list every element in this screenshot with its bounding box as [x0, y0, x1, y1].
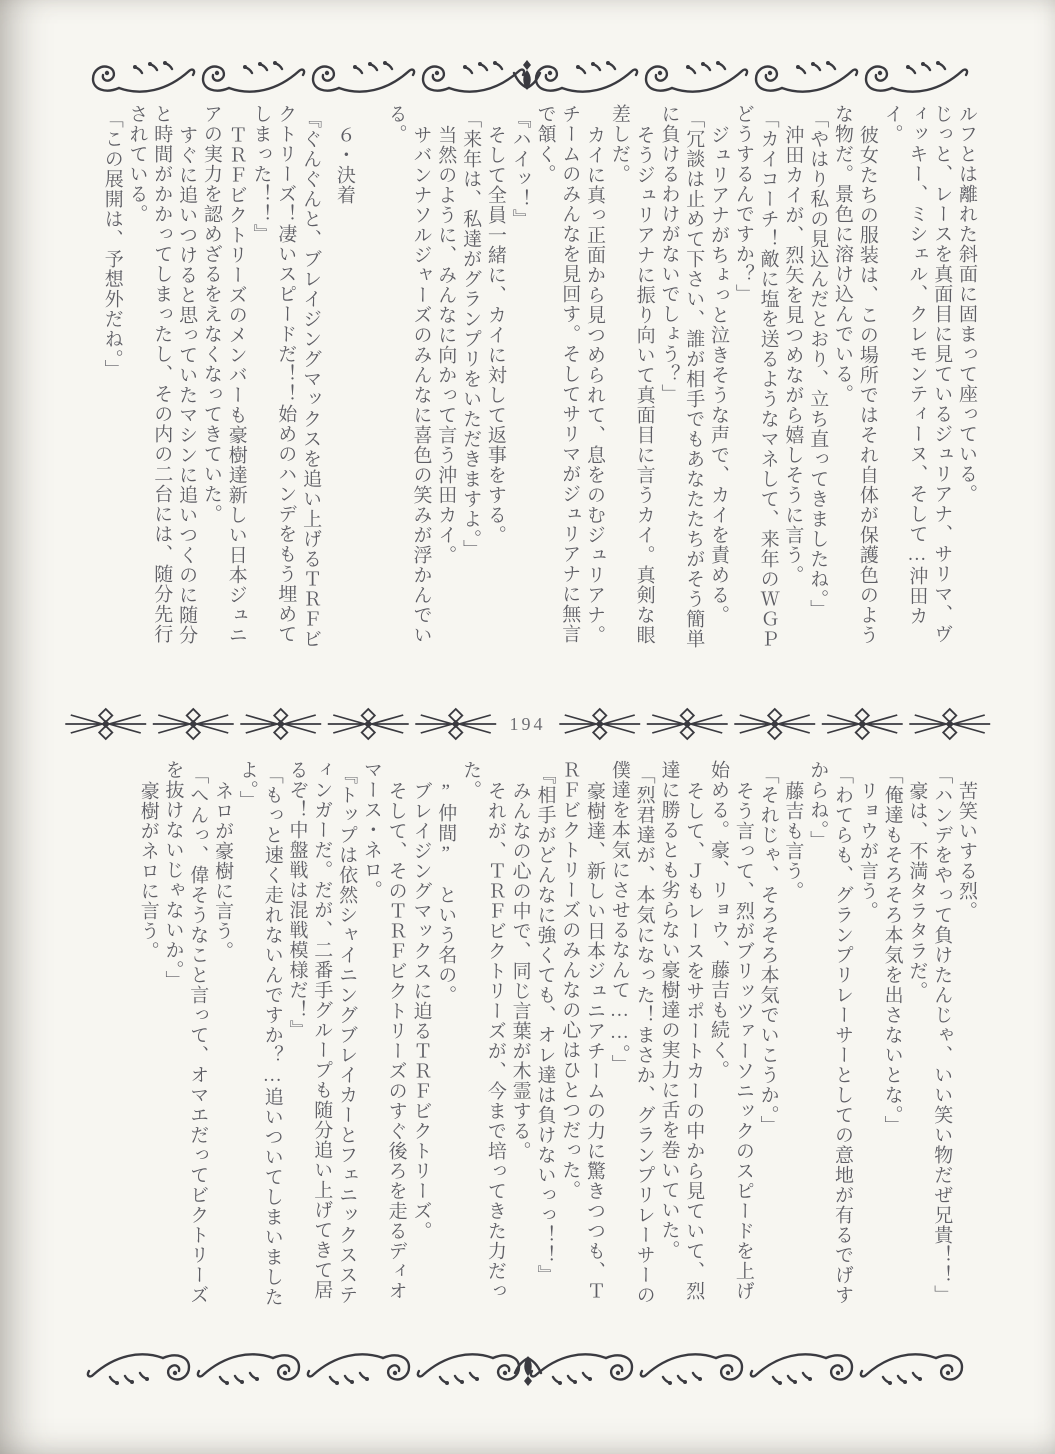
scroll-flourish-icon [85, 1344, 970, 1390]
paragraph: そして、そのＴＲＦビクトリーズのすぐ後ろを走るディオマース・ネロ。 [360, 760, 407, 1301]
paragraph: そして全員一緒に、カイに対して返事をする。 [484, 125, 506, 545]
paragraph: 「ハンデをやって負けたんじゃ、いい笑い物だぜ兄貴！！」 [931, 765, 953, 1305]
divider-ornament-right [556, 705, 994, 743]
paragraph: 「俺達もそろそろ本気を出さないとな。」 [881, 765, 903, 1136]
paragraph: 彼女たちの服装は、この場所ではそれ自体が保護色のような物だ。景色に溶け込んでいる。 [832, 104, 878, 645]
paragraph: 「それじゃ、そろそろ本気でいこうか。」 [757, 765, 779, 1136]
paragraph: ”仲間” という名の。 [435, 781, 457, 1005]
paragraph: 藤吉も言う。 [782, 781, 804, 901]
paragraph: 「冗談は止めて下さい、誰が相手でもあなたたちがそう簡単に負けるわけがないでしょう？」 [658, 104, 705, 649]
paragraph: 「やはり私の見込んだとおり、立ち直ってきましたね。」 [807, 109, 829, 620]
diamond-chain-icon [556, 705, 994, 743]
paragraph: 『ぐんぐんと、ブレイジングマックスを追い上げるＴＲＦビクトリーズ！凄いスピードだ！！始めのハンデをもう埋めてしまった！！』 [250, 104, 322, 649]
middle-divider [62, 701, 993, 747]
paragraph: ブレイジングマックスに迫るＴＲＦビクトリーズ。 [410, 781, 432, 1241]
divider-ornament-left [62, 705, 500, 743]
paragraph: じっと、レースを真面目に見ているジュリアナ、サリマ、ヴィッキー、ミシェル、クレモンティーヌ、そして…沖田カイ。 [881, 104, 953, 644]
paragraph: 『トップは依然シャイニングブレイカーとフェニックススティンガーだ。だが、二番手グループも随分追い上げてきて居るぞ！中盤戦は混戦模様だ！』 [286, 760, 358, 1305]
upper-text-block [72, 104, 978, 652]
paragraph: サバンナソルジャーズのみんなに喜色の笑みが浮かんでいる。 [385, 104, 432, 645]
paragraph: 『ハイッ！』 [509, 109, 531, 229]
paragraph: そう言って、烈がブリッツァーソニックのスピードを上げ始める。豪、リョウ、藤吉も続く。 [708, 760, 754, 1301]
paragraph: 当然のように、みんなに向かって言う沖田カイ。 [435, 125, 457, 565]
paragraph: カイに真っ正面から見つめられて、息をのむジュリアナ。チームのみんなを見回す。そしてサリマがジュリアナに無言で頷く。 [534, 104, 606, 645]
paragraph: すぐに追いつけると思っていたマシンに追いつくのに随分と時間がかかってしまったし、その内の二台には、随分先行されている。 [126, 104, 198, 645]
paragraph: 「へんっ、偉そうなこと言って、オマエだってビクトリーズを抜けないじゃないか。」 [162, 760, 209, 1305]
paragraph: そうジュリアナに振り向いて真面目に言うカイ。真剣な眼差しだ。 [608, 104, 655, 645]
page-number: 194 [509, 713, 546, 734]
paragraph: 「来年は、私達がグランプリをいただきますよ。」 [460, 109, 482, 560]
paragraph: リョウが言う。 [856, 781, 878, 921]
paragraph: 「カイコーチ！敵に塩を送るようなマネして、来年のＷＧＰどうするんですか？」 [732, 104, 779, 649]
paragraph: 沖田カイが、烈矢を見つめながら嬉しそうに言う。 [782, 125, 804, 585]
bottom-border-ornament [85, 1344, 970, 1390]
paragraph: 「この展開は、予想外だね。」 [101, 109, 123, 380]
paragraph: そして、Ｊもレースをサポートカーの中から見ていて、烈達に勝るとも劣らない豪樹達の実力に舌を巻いていた。 [658, 760, 705, 1301]
paragraph: 「わてらも、グランプリレーサーとしての意地が有るでげすからね。」 [807, 760, 854, 1305]
paragraph: ルフとは離れた斜面に固まって座っている。 [956, 104, 977, 504]
paragraph: みんなの心の中で、同じ言葉が木霊する。 [509, 781, 531, 1161]
paragraph: 苦笑いする烈。 [956, 781, 977, 921]
paragraph: 『相手がどんなに強くても、オレ達は負けないっっ！！』 [534, 765, 556, 1285]
paragraph: それが、ＴＲＦビクトリーズが、今まで培ってきた力だった。 [460, 760, 506, 1301]
paragraph: ジュリアナがちょっと泣きそうな声で、カイを責める。 [708, 125, 730, 625]
diamond-chain-icon [62, 705, 500, 743]
paragraph: ＴＲＦビクトリーズのメンバーも豪樹達新しい日本ジュニアの実力を認めざるをえなくなってきていた。 [200, 104, 247, 645]
scroll-flourish-icon [85, 56, 970, 102]
paragraph: ６・決着 [333, 125, 355, 205]
paragraph: 豪は、不満タラタラだ。 [906, 781, 928, 1001]
paragraph: 豪樹達、新しい日本ジュニアチームの力に驚きつつも、ＴＲＦビクトリーズのみんなの心はひとつだった。 [559, 760, 606, 1301]
top-border-ornament [85, 56, 970, 102]
paragraph: 「烈君達が、本気になった！まさか、グランプリレーサーの僕達を本気にさせるなんて……。」 [608, 760, 655, 1305]
paragraph: ネロが豪樹に言う。 [212, 781, 234, 961]
paragraph: 「もっと速く走れないんですか？…追いついてしまいましたよ。」 [236, 760, 283, 1307]
lower-text-block [72, 760, 978, 1308]
paragraph: 豪樹がネロに言う。 [137, 781, 159, 961]
